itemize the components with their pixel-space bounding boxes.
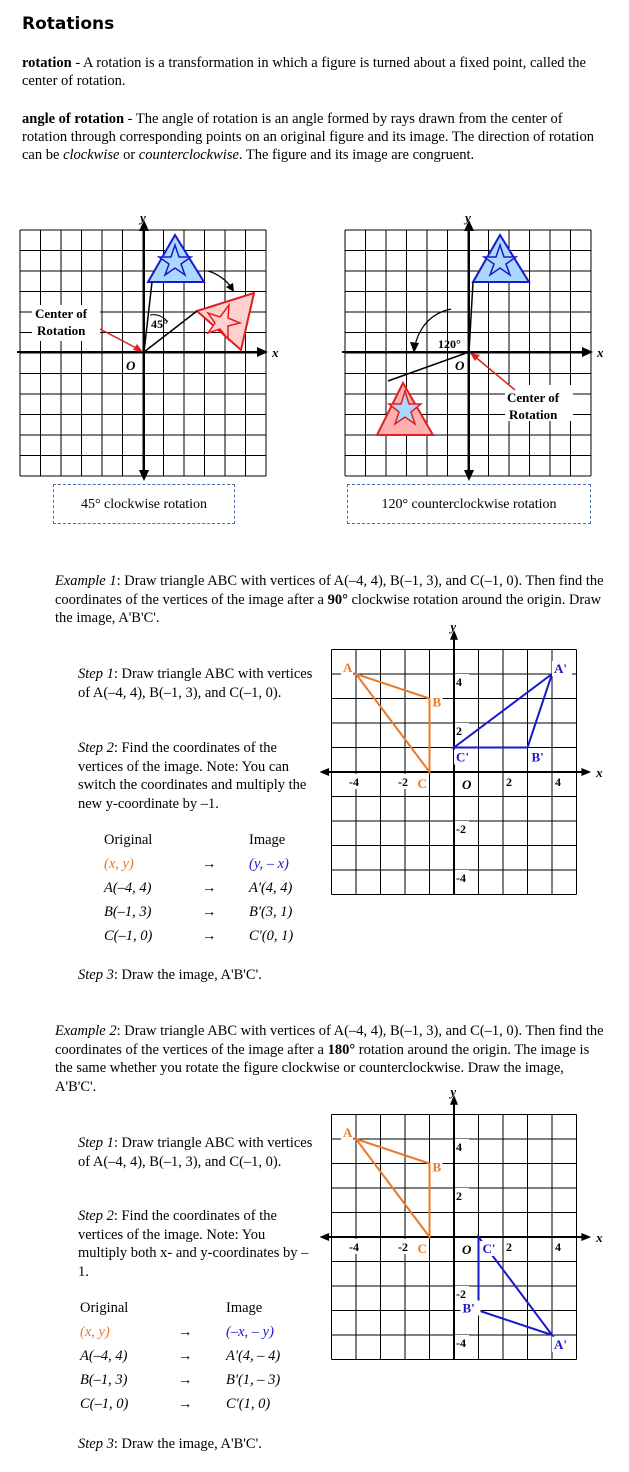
example2-label-c-img: C'	[482, 1241, 496, 1256]
example1-row2-img: B'(3, 1)	[249, 904, 293, 920]
example2-tick-y-2: 2	[456, 1189, 462, 1203]
example1-step3-label: Step 3	[78, 967, 114, 983]
example1-step1	[78, 665, 313, 702]
example2-tick-y-neg2: -2	[456, 1287, 466, 1301]
angle-definition	[22, 110, 602, 164]
example2-x-label: x	[596, 1230, 603, 1245]
example1-tick-x-neg4: -4	[349, 775, 359, 789]
example1-step2-text: : Find the coordinates of the vertices of the image. Note: You can switch the coordinates and multiply the new y-coordinate by –1.	[78, 740, 307, 812]
example2-step2-label: Step 2	[78, 1208, 114, 1224]
example1-row3-arrow: →	[202, 928, 217, 944]
figure2-y-label: y	[465, 210, 471, 225]
example2-row2-orig: B(–1, 3)	[80, 1372, 128, 1388]
rotation-term: rotation	[22, 55, 72, 71]
example2-tick-x-neg4: -4	[349, 1240, 359, 1254]
angle-text: - The angle of rotation is an angle formed by rays drawn from the center of rotation through corresponding points on an original figure and its image. The direction of rotation can be	[22, 111, 594, 163]
figure2-origin-label: O	[455, 358, 465, 373]
figure1-y-label: y	[140, 210, 146, 225]
example2-row3-arrow: →	[178, 1396, 193, 1412]
example1-label-c: C	[417, 776, 427, 791]
example2-col-image: Image	[226, 1300, 263, 1316]
example1-row0-orig: (x, y)	[104, 856, 134, 872]
example1-x-arrow-right	[581, 768, 591, 776]
figure1-center-label-1: Center of	[35, 306, 88, 321]
example2-intro-1: : Draw triangle ABC with vertices of A(–4, 4), B(–1, 3), and C(–1, 0). Then find the coordinates of the vertices of the image after a	[55, 1023, 604, 1058]
example2-label-b-img: B'	[462, 1300, 475, 1316]
example1-tick-y-4: 4	[456, 675, 462, 689]
example1-row2-arrow: →	[202, 904, 217, 920]
figure1-caption: 45° clockwise rotation	[53, 484, 235, 524]
example1-intro-2: clockwise rotation around the origin. Draw the image, A'B'C'.	[55, 591, 602, 626]
example2-step1-text: : Draw triangle ABC with vertices of A(–4, 4), B(–1, 3), and C(–1, 0).	[78, 1135, 313, 1170]
figure2-angle-label: 120°	[438, 337, 461, 351]
example1-y-label: y	[450, 620, 457, 635]
example2-label-c: C	[417, 1241, 427, 1256]
example1-tick-x-neg2: -2	[398, 775, 408, 789]
example2-x-arrow-right	[581, 1233, 591, 1241]
angle-text-end: . The figure and its image are congruent.	[238, 147, 475, 163]
example1-step3	[78, 966, 262, 985]
example2-x-arrow-left	[320, 1233, 329, 1241]
figure1-origin-label: O	[126, 358, 136, 373]
example1-row2-orig: B(–1, 3)	[104, 904, 152, 920]
figure1-rotation-arrowhead	[226, 283, 234, 292]
example1-step1-text: : Draw triangle ABC with vertices of A(–4, 4), B(–1, 3), and C(–1, 0).	[78, 666, 313, 701]
figure2-center-label-2: Rotation	[509, 407, 558, 422]
example2-step1-label: Step 1	[78, 1135, 114, 1151]
rotation-text: - A rotation is a transformation in which a figure is turned about a fixed point, called the center of rotation.	[22, 55, 586, 89]
example1-intro-1: : Draw triangle ABC with vertices of A(–4, 4), B(–1, 3), and C(–1, 0). Then find the coordinates of the vertices of the image after a	[55, 573, 604, 608]
example2-step2	[78, 1207, 313, 1281]
example2-y-label: y	[450, 1085, 457, 1100]
example2-tick-x-4: 4	[555, 1240, 561, 1254]
example1-graph	[320, 620, 620, 895]
example1-tick-y-neg2: -2	[456, 822, 466, 836]
example1-row1-orig: A(–4, 4)	[104, 880, 152, 896]
example2-row0-arrow: →	[178, 1324, 193, 1340]
figure1-angle-label: 45°	[151, 317, 168, 331]
example2-step2-text: : Find the coordinates of the vertices of the image. Note: You multiply both x- and y-coordinates by –1.	[78, 1208, 309, 1280]
rotation-definition	[22, 54, 602, 90]
example2-row1-arrow: →	[178, 1348, 193, 1364]
counterclockwise-word: counterclockwise	[138, 147, 239, 163]
example1-label: Example 1	[55, 573, 117, 589]
example1-x-arrow-left	[320, 768, 329, 776]
example2-table	[80, 1300, 300, 1420]
example2-tick-y-4: 4	[456, 1140, 462, 1154]
example1-step1-label: Step 1	[78, 666, 114, 682]
example1-origin-label: O	[462, 777, 472, 792]
example1-row0-img: (y, – x)	[249, 856, 289, 872]
example2-label-a-img: A'	[554, 1337, 567, 1352]
figure1-rotation-arrow	[208, 271, 232, 288]
example2-row2-img: B'(1, – 3)	[226, 1372, 281, 1388]
example1-table	[104, 832, 324, 952]
example1-tick-y-2: 2	[456, 724, 462, 738]
example2-step3	[78, 1435, 262, 1454]
example2-tick-x-neg2: -2	[398, 1240, 408, 1254]
example2-intro-2: rotation around the origin. The image is the same whether you rotate the figure clockwise or counterclockwise. Draw the image, A'B'C'.	[55, 1041, 590, 1095]
example1-col-image: Image	[249, 832, 286, 848]
figure1-x-label: x	[272, 345, 279, 360]
example2-origin-label: O	[462, 1242, 472, 1257]
example2-tick-x-2: 2	[506, 1240, 512, 1254]
example2-step3-text: : Draw the image, A'B'C'.	[113, 1436, 262, 1452]
figure2-center-label-1: Center of	[507, 390, 560, 405]
example1-row1-img: A'(4, 4)	[249, 880, 293, 896]
figure1-center-label-2: Rotation	[37, 323, 86, 338]
example1-label-b: B	[432, 694, 442, 710]
example2-row1-img: A'(4, – 4)	[226, 1348, 281, 1364]
figure1-center-pointer-head	[133, 344, 143, 352]
example2-row0-orig: (x, y)	[80, 1324, 110, 1340]
example2-row1-orig: A(–4, 4)	[80, 1348, 128, 1364]
figure2-x-label: x	[597, 345, 604, 360]
example1-label-b-img: B'	[531, 749, 544, 765]
angle-term: angle of rotation	[22, 111, 125, 127]
example2-row3-img: C'(1, 0)	[226, 1396, 271, 1412]
example2-row0-img: (–x, – y)	[226, 1324, 274, 1340]
page-title: Rotations	[22, 14, 115, 34]
example1-row1-arrow: →	[202, 880, 217, 896]
example1-label-a: A	[343, 660, 353, 675]
example1-col-original: Original	[104, 832, 153, 848]
clockwise-word: clockwise	[63, 147, 120, 163]
example2-angle: 180°	[327, 1041, 356, 1058]
example1-tick-y-neg4: -4	[456, 871, 466, 885]
example1-step2-label: Step 2	[78, 740, 114, 756]
example1-x-label: x	[596, 765, 603, 780]
example2-col-original: Original	[80, 1300, 129, 1316]
example1-label-c-img: C'	[456, 749, 469, 765]
example1-step3-text: : Draw the image, A'B'C'.	[113, 967, 262, 983]
example2-step1	[78, 1134, 313, 1171]
example1-step2	[78, 739, 313, 813]
example2-row3-orig: C(–1, 0)	[80, 1396, 129, 1412]
example1-row3-img: C'(0, 1)	[249, 928, 294, 944]
example1-label-a-img: A'	[554, 661, 567, 676]
example2-row2-arrow: →	[178, 1372, 193, 1388]
example1-angle: 90°	[327, 591, 348, 608]
example1-row3-orig: C(–1, 0)	[104, 928, 153, 944]
example2-graph	[320, 1085, 620, 1360]
or-word: or	[119, 147, 139, 163]
example2-label-a: A	[343, 1125, 353, 1140]
example1-row0-arrow: →	[202, 856, 217, 872]
example2-label-b: B	[432, 1159, 442, 1175]
example1-tick-x-2: 2	[506, 775, 512, 789]
example1-tick-x-4: 4	[555, 775, 561, 789]
figure2-caption: 120° counterclockwise rotation	[347, 484, 591, 524]
example2-tick-y-neg4: -4	[456, 1336, 466, 1350]
example2-step3-label: Step 3	[78, 1436, 114, 1452]
example2-label: Example 2	[55, 1023, 117, 1039]
